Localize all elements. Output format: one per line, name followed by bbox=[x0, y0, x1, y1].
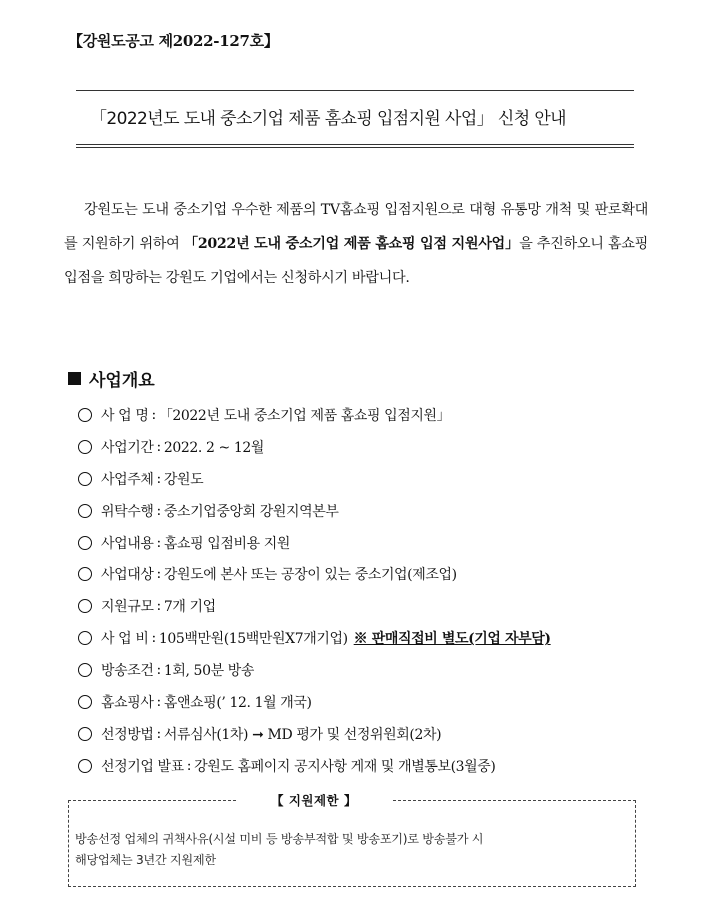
intro-program-name: 「2022년 도내 중소기업 제품 홈쇼핑 입점 지원사업」 bbox=[183, 236, 520, 252]
circle-bullet-icon bbox=[78, 759, 92, 773]
notice-number: 【강원도공고 제2022-127호】 bbox=[68, 32, 279, 50]
item-label: 선정방법 bbox=[101, 726, 154, 743]
item-value: 105백만원(15백만원X7개기업) bbox=[158, 631, 348, 648]
circle-bullet-icon bbox=[78, 599, 92, 613]
item-label: 사 업 비 bbox=[101, 631, 149, 648]
title-rule-bottom bbox=[76, 144, 634, 145]
item-label: 지원규모 bbox=[101, 599, 154, 616]
restriction-line-1: 방송선정 업체의 귀책사유(시설 미비 등 방송부적합 및 방송포기)로 방송불가 시 bbox=[75, 832, 484, 846]
list-item: 사 업 명 : 「2022년 도내 중소기업 제품 홈쇼핑 입점지원」 bbox=[78, 399, 658, 431]
section-heading-text: 사업개요 bbox=[89, 371, 155, 391]
list-item: 위탁수행 : 중소기업중앙회 강원지역본부 bbox=[78, 495, 658, 527]
list-item: 선정기업 발표 : 강원도 홈페이지 공지사항 게재 및 개별통보(3월중) bbox=[78, 750, 658, 782]
circle-bullet-icon bbox=[78, 663, 92, 677]
item-label: 위탁수행 bbox=[101, 503, 154, 520]
item-value: 강원도 bbox=[163, 471, 204, 488]
circle-bullet-icon bbox=[78, 727, 92, 741]
circle-bullet-icon bbox=[78, 472, 92, 486]
item-value: 홈쇼핑 입점비용 지원 bbox=[163, 535, 291, 552]
section-heading bbox=[68, 366, 155, 391]
list-item: 사업주체 : 강원도 bbox=[78, 463, 658, 495]
circle-bullet-icon bbox=[78, 567, 92, 581]
page-title: 「2022년도 도내 중소기업 제품 홈쇼핑 입점지원 사업」 신청 안내 bbox=[90, 109, 566, 129]
list-item: 사업대상 : 강원도에 본사 또는 공장이 있는 중소기업(제조업) bbox=[78, 558, 658, 590]
item-label: 방송조건 bbox=[101, 663, 154, 680]
filled-square-icon bbox=[68, 372, 81, 385]
intro-text-2: 을 추진하오니 홈쇼핑 입점을 희망하는 강원도 기업에서는 신청하시기 바랍니다. bbox=[64, 236, 648, 286]
overview-list bbox=[78, 399, 658, 782]
circle-bullet-icon bbox=[78, 504, 92, 518]
circle-bullet-icon bbox=[78, 536, 92, 550]
item-value: 중소기업중앙회 강원지역본부 bbox=[163, 503, 339, 520]
title-box bbox=[76, 90, 634, 150]
item-label: 사업대상 bbox=[101, 567, 154, 584]
item-value: 서류심사(1차) ➞ MD 평가 및 선정위원회(2차) bbox=[163, 726, 442, 743]
restriction-title: 【 지원제한 】 bbox=[237, 791, 391, 809]
item-value: 강원도 홈페이지 공지사항 게재 및 개별통보(3월중) bbox=[194, 758, 496, 775]
item-label: 홈쇼핑사 bbox=[101, 694, 154, 711]
item-value: 「2022년 도내 중소기업 제품 홈쇼핑 입점지원」 bbox=[158, 407, 451, 424]
item-value: 홈앤쇼핑(’ 12. 1월 개국) bbox=[163, 694, 312, 711]
intro-text-1: 강원도는 도내 중소기업 우수한 제품의 TV홈쇼핑 입점지원으로 대형 유통망 개척 및 판로확대를 지원하기 위하여 bbox=[64, 202, 648, 252]
circle-bullet-icon bbox=[78, 440, 92, 454]
item-value: 강원도에 본사 또는 공장이 있는 중소기업(제조업) bbox=[163, 567, 457, 584]
restriction-text bbox=[75, 829, 631, 871]
list-item: 지원규모 : 7개 기업 bbox=[78, 590, 658, 622]
item-value: 7개 기업 bbox=[163, 599, 216, 616]
circle-bullet-icon bbox=[78, 695, 92, 709]
list-item: 사업기간 : 2022. 2 ~ 12월 bbox=[78, 431, 658, 463]
budget-note: ※ 판매직접비 별도(기업 자부담) bbox=[353, 631, 551, 648]
title-rule-top bbox=[76, 90, 634, 91]
circle-bullet-icon bbox=[78, 408, 92, 422]
list-item: 사 업 비 : 105백만원(15백만원X7개기업) ※ 판매직접비 별도(기업 자부담) bbox=[78, 622, 658, 654]
intro-paragraph bbox=[64, 193, 648, 295]
item-label: 선정기업 발표 bbox=[101, 758, 184, 775]
list-item: 사업내용 : 홈쇼핑 입점비용 지원 bbox=[78, 527, 658, 559]
item-value: 2022. 2 ~ 12월 bbox=[163, 439, 265, 456]
circle-bullet-icon bbox=[78, 631, 92, 645]
item-label: 사업내용 bbox=[101, 535, 154, 552]
list-item: 선정방법 : 서류심사(1차) ➞ MD 평가 및 선정위원회(2차) bbox=[78, 718, 658, 750]
restriction-box bbox=[68, 793, 636, 887]
item-label: 사업기간 bbox=[101, 439, 154, 456]
title-rule-bottom-double bbox=[76, 147, 634, 148]
list-item: 홈쇼핑사 : 홈앤쇼핑(’ 12. 1월 개국) bbox=[78, 686, 658, 718]
item-label: 사 업 명 bbox=[101, 407, 149, 424]
restriction-line-2: 해당업체는 3년간 지원제한 bbox=[75, 853, 216, 867]
item-label: 사업주체 bbox=[101, 471, 154, 488]
list-item: 방송조건 : 1회, 50분 방송 bbox=[78, 654, 658, 686]
item-value: 1회, 50분 방송 bbox=[163, 663, 254, 680]
